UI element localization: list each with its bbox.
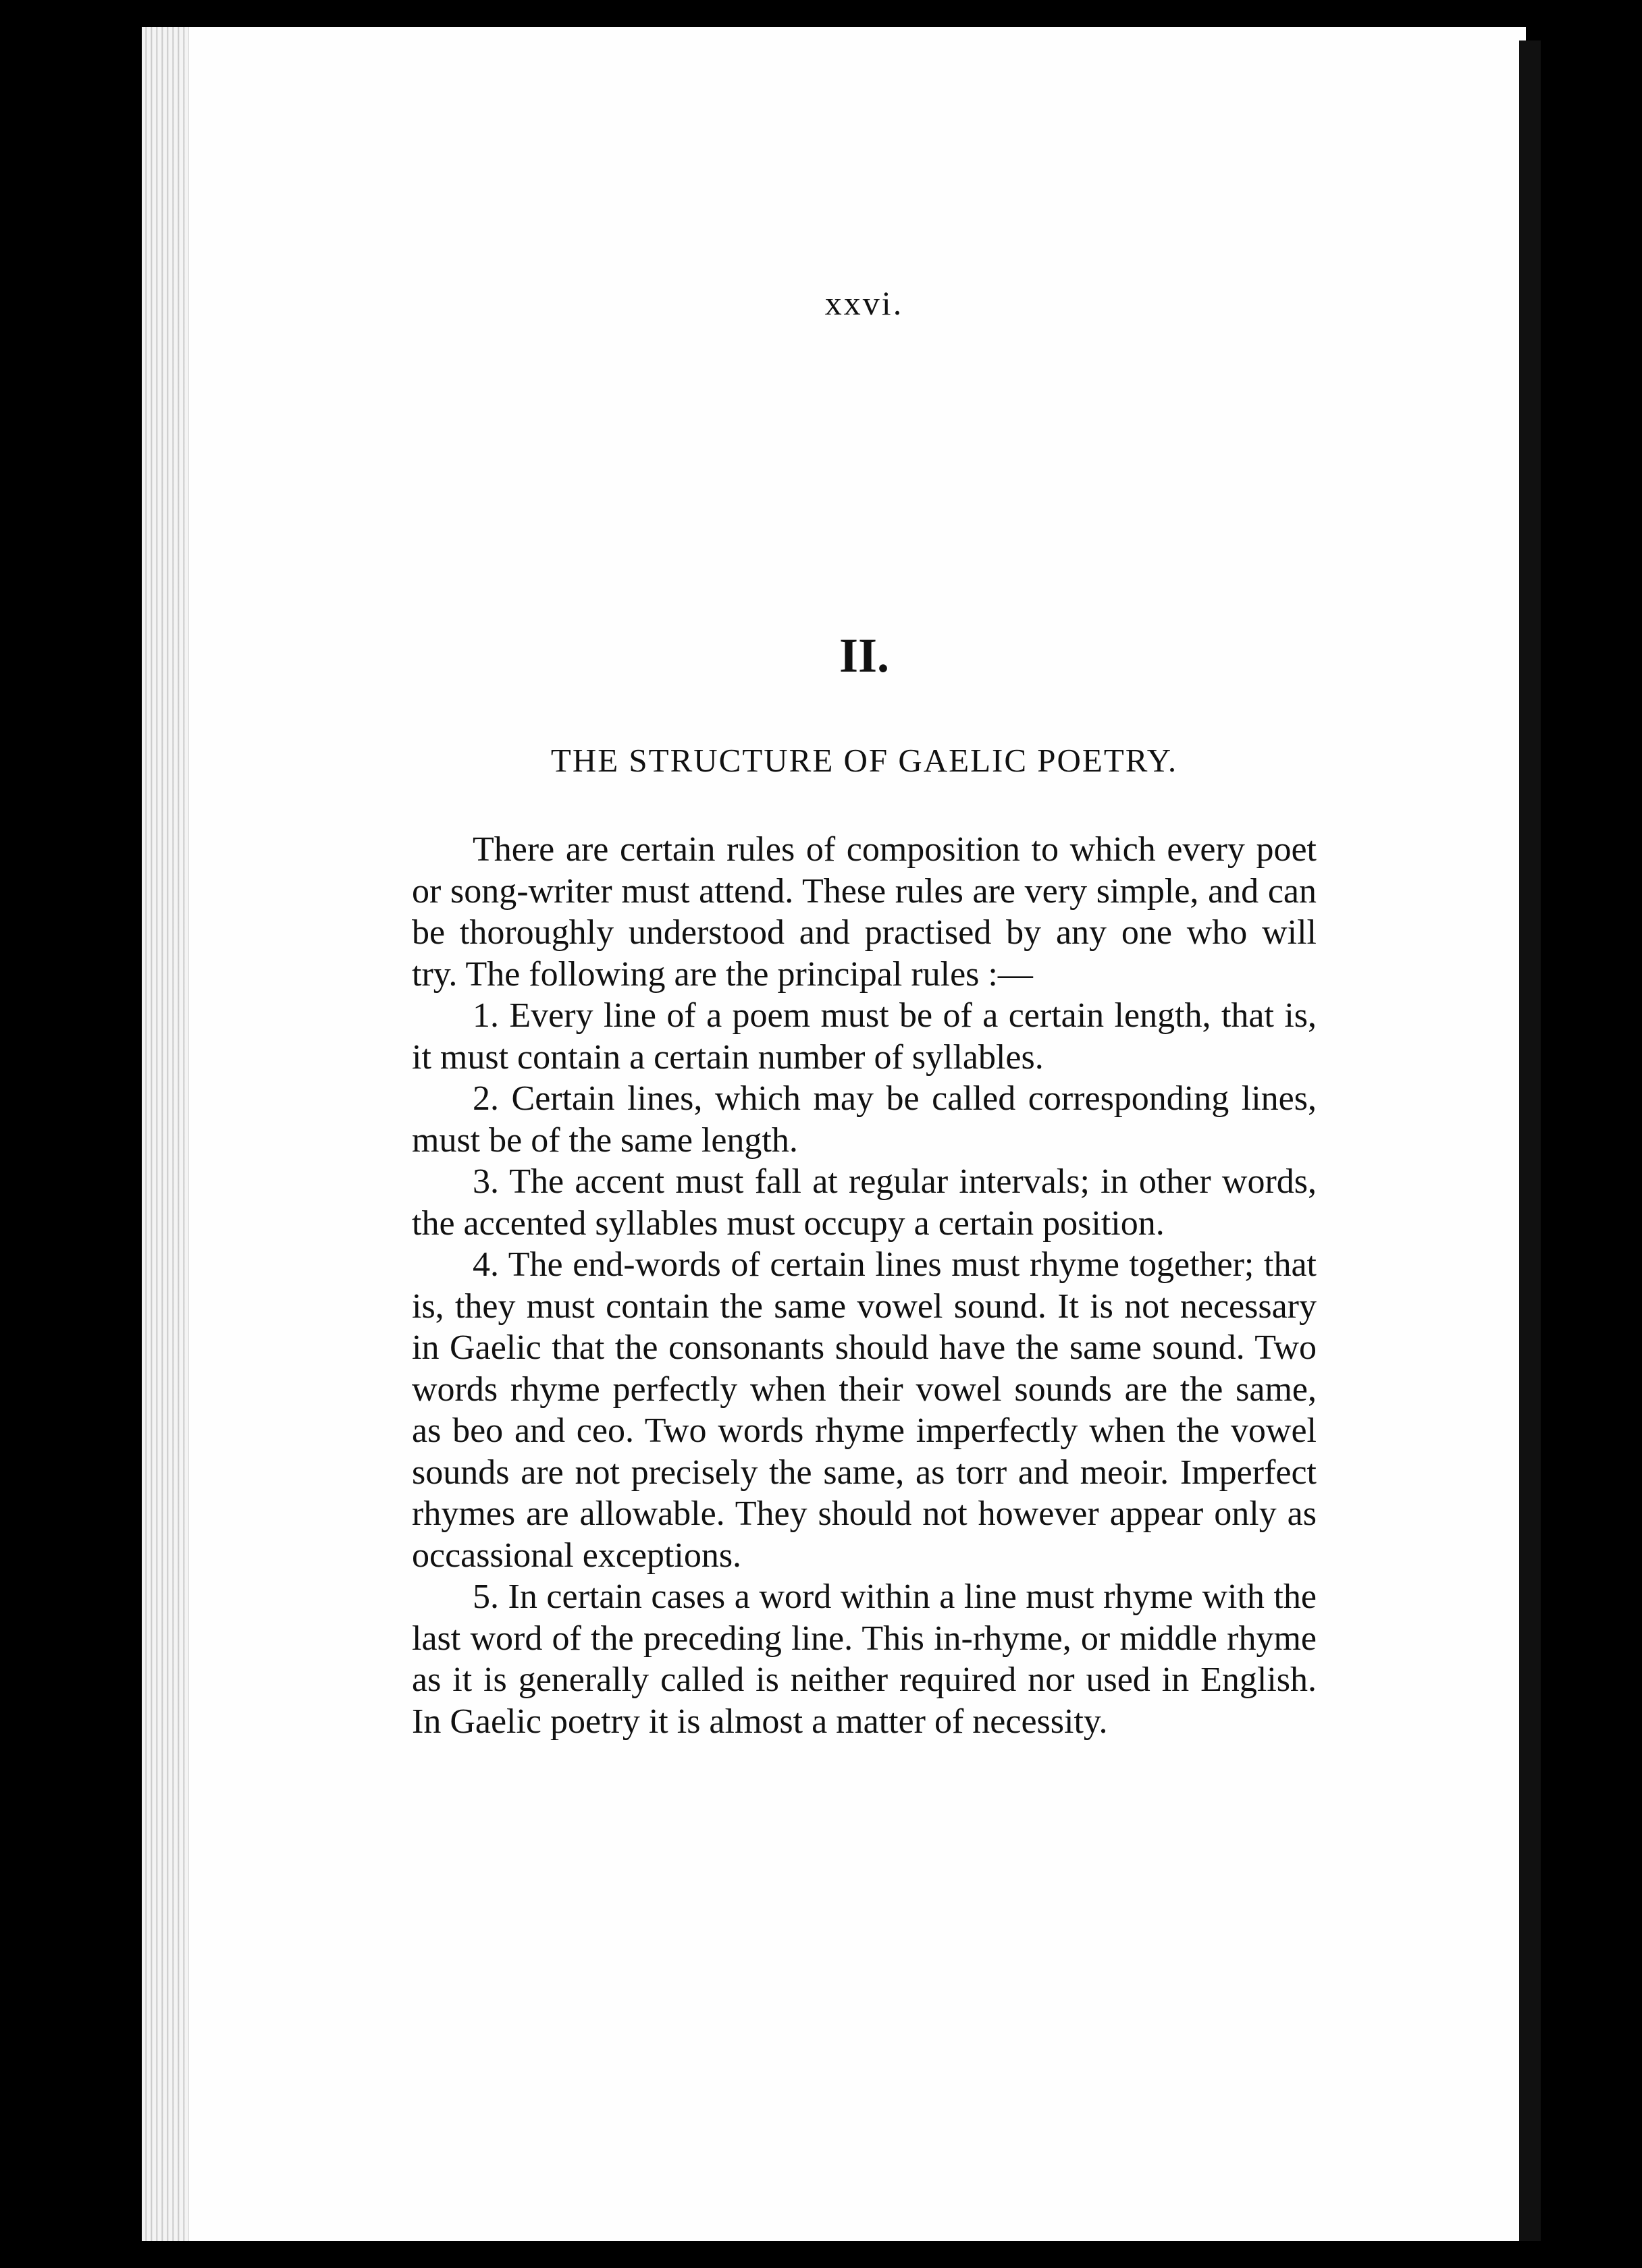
facing-page-edge [1526,27,1627,2241]
rule-4-paragraph: 4. The end-words of certain lines must rhyme together; that is, they must contain the same vowel sound. It is not necessary in Gaelic that the consonants should have the same sound. Two words rhyme perfectly when their vowel sounds are the same, as beo and ceo. Two words rhyme imperfectly when the vowel sounds are not precisely the same, as torr and meoir. Imperfect rhymes are allowable. They should not however appear only as occassional exceptions. [412,1245,1317,1575]
body-text [412,829,1317,1742]
intro-paragraph: There are certain rules of composition to which every poet or song-writer must attend. These rules are very simple, and can be thoroughly understood and practised by any one who will try. The following are the principal rules :— [412,830,1317,994]
section-number: II. [839,628,890,682]
section-title: THE STRUCTURE OF GAELIC POETRY. [550,742,1178,779]
page-number: xxvi. [824,284,904,322]
binding-gutter [1519,40,1541,2241]
rule-3-paragraph: 3. The accent must fall at regular intervals; in other words, the accented syllables must occupy a certain position. [412,1162,1317,1243]
rule-5-paragraph: 5. In certain cases a word within a line must rhyme with the last word of the preceding line. This in-rhyme, or middle rhyme as it is generally called is neither required nor used in English. In Gaelic poetry it is almost a matter of necessity. [412,1577,1317,1741]
rule-1-paragraph: 1. Every line of a poem must be of a certain length, that is, it must contain a certain number of syllables. [412,996,1317,1077]
rule-2-paragraph: 2. Certain lines, which may be called corresponding lines, must be of the same length. [412,1079,1317,1160]
page-stack-edge [142,27,189,2241]
